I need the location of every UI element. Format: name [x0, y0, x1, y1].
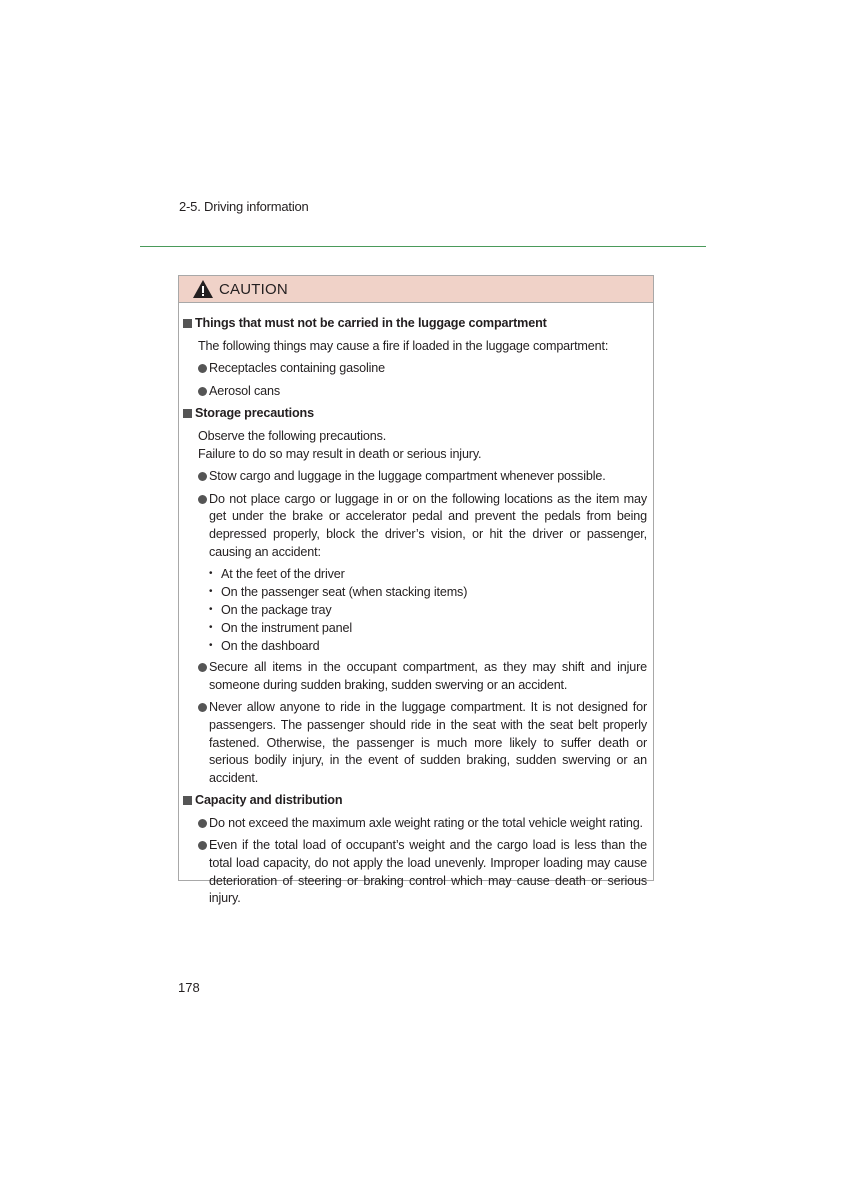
list-item: Never allow anyone to ride in the luggage compartment. It is not designed for passengers. The passenger should ride in the seat with the seat belt properly fastened. Otherwise, the passenger is much more likely to suffer death or serious bodily injury, in the event of sudden braking, sudden swerving or an accident.	[198, 699, 647, 787]
round-bullet-icon	[198, 841, 207, 850]
list-item: Do not place cargo or luggage in or on the following locations as the item may get under the brake or accelerator pedal and prevent the pedals from being depressed properly, block the driver’s vision, or hit the driver or passenger, causing an accident:	[198, 491, 647, 561]
section-heading: Capacity and distribution	[182, 792, 647, 810]
list-item: Stow cargo and luggage in the luggage compartment whenever possible.	[198, 468, 647, 486]
warning-icon	[192, 279, 214, 299]
sub-list-item: • On the package tray	[209, 603, 332, 618]
round-bullet-icon	[198, 364, 207, 373]
sub-list-item: • On the dashboard	[209, 639, 320, 654]
section-heading: Storage precautions	[182, 405, 647, 423]
round-bullet-icon	[198, 819, 207, 828]
round-bullet-icon	[198, 495, 207, 504]
square-bullet-icon	[183, 319, 192, 328]
header-rule	[140, 246, 706, 247]
section-heading: Things that must not be carried in the luggage compartment	[182, 315, 647, 333]
caution-title: CAUTION	[219, 280, 288, 298]
list-item: Aerosol cans	[198, 383, 647, 401]
location-list	[182, 565, 647, 655]
small-bullet-icon: •	[209, 604, 213, 616]
small-bullet-icon: •	[209, 640, 213, 652]
page-number: 178	[178, 980, 200, 995]
list-item: Do not exceed the maximum axle weight rating or the total vehicle weight rating.	[198, 815, 647, 833]
round-bullet-icon	[198, 663, 207, 672]
small-bullet-icon: •	[209, 568, 213, 580]
list-item: Secure all items in the occupant compartment, as they may shift and injure someone during sudden braking, sudden swerving or an accident.	[198, 659, 647, 694]
section-intro: The following things may cause a fire if loaded in the luggage compartment:	[198, 338, 609, 353]
section-intro: Failure to do so may result in death or serious injury.	[198, 446, 482, 461]
list-item: Even if the total load of occupant’s weight and the cargo load is less than the total load capacity, do not apply the load unevenly. Improper loading may cause deterioration of steering or braking control which may cause death or serious injury.	[198, 837, 647, 907]
caution-box	[178, 275, 654, 906]
square-bullet-icon	[183, 796, 192, 805]
list-item: Receptacles containing gasoline	[198, 360, 647, 378]
square-bullet-icon	[183, 409, 192, 418]
small-bullet-icon: •	[209, 622, 213, 634]
round-bullet-icon	[198, 387, 207, 396]
round-bullet-icon	[198, 703, 207, 712]
sub-list-item: • At the feet of the driver	[209, 567, 345, 582]
small-bullet-icon: •	[209, 586, 213, 598]
section-intro: Observe the following precautions.	[198, 428, 387, 443]
caution-bar	[179, 276, 653, 303]
sub-list-item: • On the instrument panel	[209, 621, 352, 636]
round-bullet-icon	[198, 472, 207, 481]
section-header: 2-5. Driving information	[179, 199, 309, 214]
caution-content	[179, 303, 653, 908]
sub-list-item: • On the passenger seat (when stacking items)	[209, 585, 468, 600]
